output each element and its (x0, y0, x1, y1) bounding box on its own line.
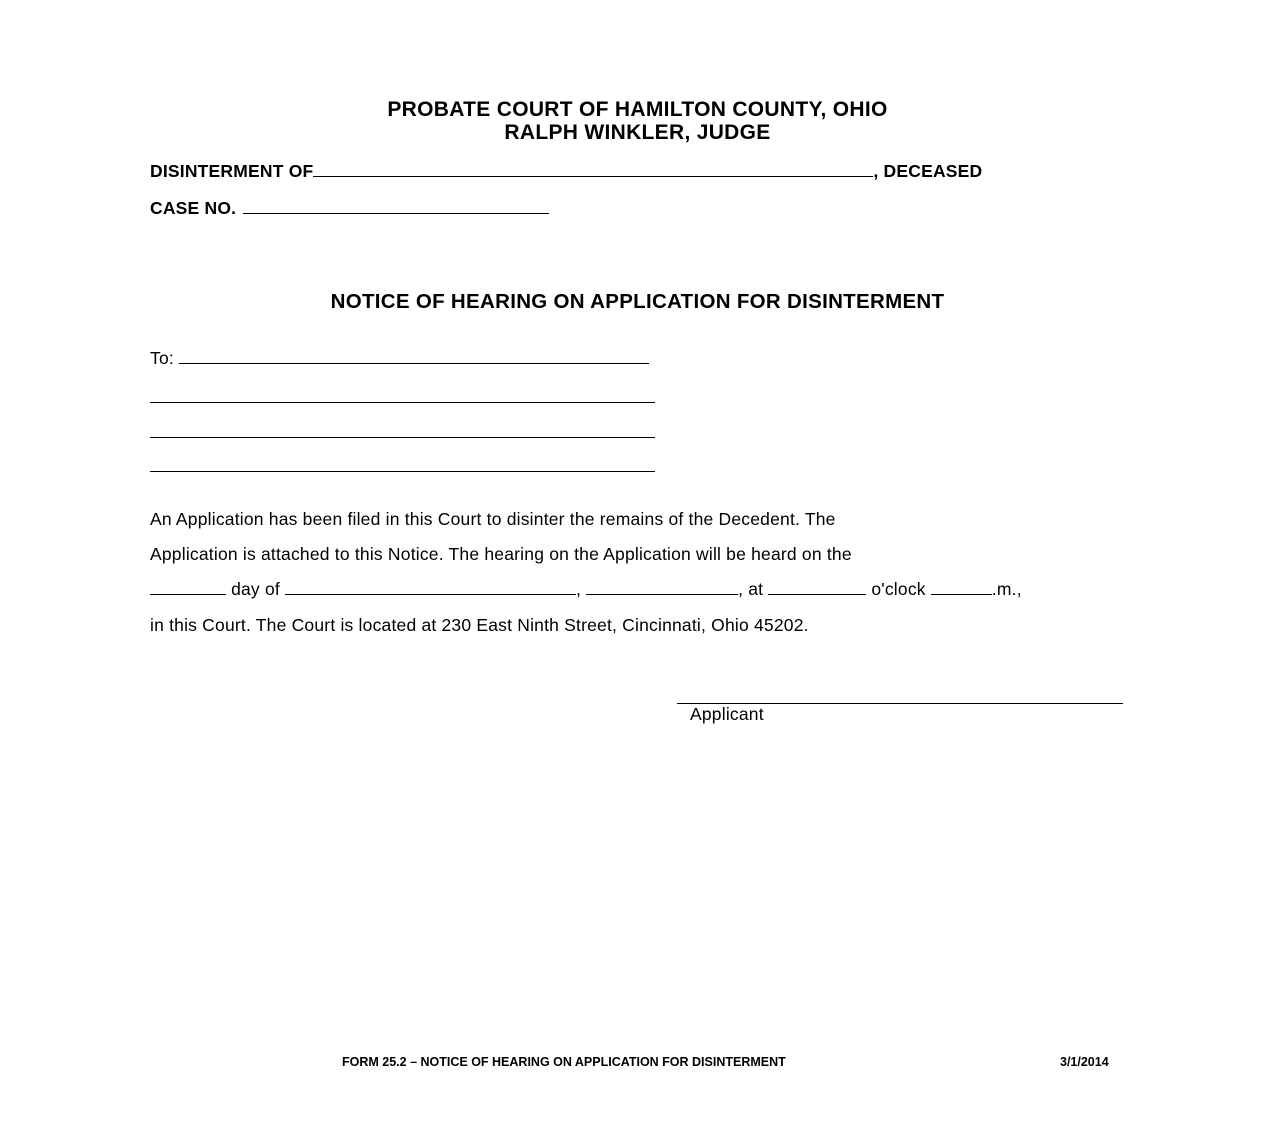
recipient-field-3[interactable] (150, 437, 655, 438)
case-number-field[interactable] (243, 199, 549, 214)
oclock-label: o'clock (871, 579, 926, 599)
recipient-field-1[interactable] (179, 349, 649, 364)
court-title: PROBATE COURT OF HAMILTON COUNTY, OHIO (387, 98, 888, 121)
applicant-label: Applicant (690, 704, 764, 724)
day-of-label: day of (231, 579, 280, 599)
month-field[interactable] (285, 580, 576, 595)
hearing-date-row (150, 578, 1022, 600)
recipient-field-2[interactable] (150, 402, 655, 403)
deceased-label: , DECEASED (873, 161, 983, 181)
hour-field[interactable] (768, 580, 866, 595)
body-line-1: An Application has been filed in this Court to disinter the remains of the Decedent. The (150, 509, 836, 529)
to-row (150, 347, 649, 369)
to-label: To: (150, 348, 174, 368)
comma: , (576, 579, 582, 599)
day-field[interactable] (150, 580, 226, 595)
body-line-2: Application is attached to this Notice. The hearing on the Application will be heard on the (150, 544, 852, 564)
case-number-row (150, 197, 549, 219)
form-date: 3/1/2014 (1060, 1055, 1109, 1069)
judge-name: RALPH WINKLER, JUDGE (504, 121, 771, 144)
body-line-4: in this Court. The Court is located at 230 East Ninth Street, Cincinnati, Ohio 45202. (150, 615, 809, 635)
case-no-label: CASE NO. (150, 198, 237, 218)
recipient-field-4[interactable] (150, 471, 655, 472)
year-field[interactable] (586, 580, 738, 595)
notice-heading: NOTICE OF HEARING ON APPLICATION FOR DISINTERMENT (330, 290, 945, 313)
disinterment-label: DISINTERMENT OF (150, 161, 314, 181)
decedent-name-field[interactable] (313, 162, 873, 177)
meridiem-label: .m., (991, 579, 1022, 599)
meridiem-field[interactable] (931, 580, 992, 595)
form-footer: FORM 25.2 – NOTICE OF HEARING ON APPLICATION FOR DISINTERMENT (342, 1055, 786, 1069)
disinterment-caption (150, 160, 982, 182)
at-label: , at (738, 579, 764, 599)
